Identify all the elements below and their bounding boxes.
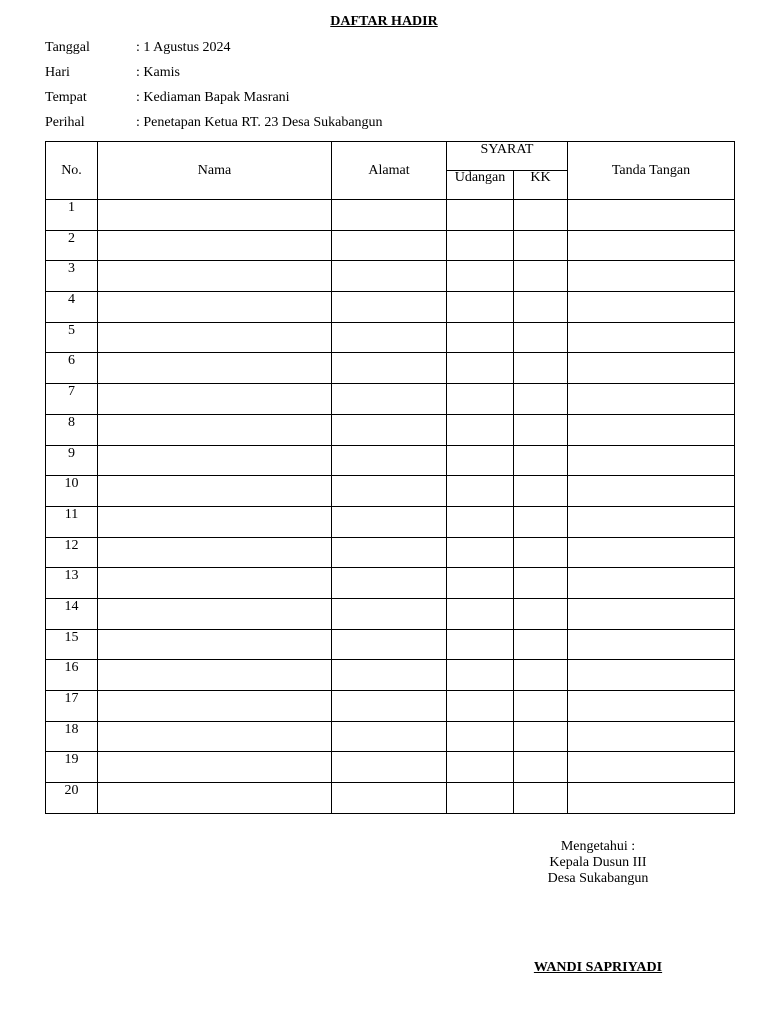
header-alamat: Alamat (332, 142, 447, 200)
cell-tanda-tangan (568, 445, 735, 476)
row-number: 7 (46, 384, 98, 415)
cell-alamat (332, 230, 447, 261)
cell-tanda-tangan (568, 322, 735, 353)
row-number: 11 (46, 506, 98, 537)
cell-udangan (447, 598, 514, 629)
cell-kk (514, 261, 568, 292)
cell-alamat (332, 598, 447, 629)
cell-tanda-tangan (568, 660, 735, 691)
table-row (46, 598, 735, 629)
cell-udangan (447, 660, 514, 691)
cell-kk (514, 230, 568, 261)
cell-nama (98, 568, 332, 599)
cell-kk (514, 660, 568, 691)
cell-nama (98, 783, 332, 814)
cell-nama (98, 200, 332, 231)
cell-tanda-tangan (568, 353, 735, 384)
cell-nama (98, 537, 332, 568)
row-number: 9 (46, 445, 98, 476)
cell-nama (98, 752, 332, 783)
cell-udangan (447, 322, 514, 353)
row-number: 20 (46, 783, 98, 814)
cell-nama (98, 384, 332, 415)
cell-alamat (332, 384, 447, 415)
cell-udangan (447, 353, 514, 384)
table-row (46, 353, 735, 384)
header-syarat: SYARAT (447, 142, 568, 171)
cell-alamat (332, 506, 447, 537)
acknowledgement-label: Mengetahui : (560, 839, 636, 854)
cell-kk (514, 476, 568, 507)
cell-alamat (332, 568, 447, 599)
meta-label: Hari (45, 65, 70, 80)
cell-kk (514, 568, 568, 599)
cell-kk (514, 783, 568, 814)
cell-udangan (447, 537, 514, 568)
row-number: 15 (46, 629, 98, 660)
table-row (46, 261, 735, 292)
row-number: 17 (46, 691, 98, 722)
cell-udangan (447, 629, 514, 660)
cell-alamat (332, 200, 447, 231)
cell-nama (98, 230, 332, 261)
header-nama: Nama (98, 142, 332, 200)
table-row (46, 783, 735, 814)
table-row (46, 537, 735, 568)
cell-tanda-tangan (568, 568, 735, 599)
header-no: No. (46, 142, 98, 200)
cell-udangan (447, 384, 514, 415)
cell-tanda-tangan (568, 261, 735, 292)
cell-udangan (447, 691, 514, 722)
table-row (46, 660, 735, 691)
cell-nama (98, 476, 332, 507)
cell-udangan (447, 230, 514, 261)
cell-kk (514, 537, 568, 568)
cell-nama (98, 292, 332, 323)
cell-kk (514, 506, 568, 537)
cell-tanda-tangan (568, 598, 735, 629)
table-row (46, 200, 735, 231)
cell-nama (98, 721, 332, 752)
table-row (46, 691, 735, 722)
cell-alamat (332, 292, 447, 323)
cell-udangan (447, 783, 514, 814)
cell-nama (98, 445, 332, 476)
cell-alamat (332, 783, 447, 814)
meta-value: : Kamis (136, 65, 180, 80)
cell-tanda-tangan (568, 691, 735, 722)
cell-nama (98, 691, 332, 722)
table-row (46, 414, 735, 445)
cell-tanda-tangan (568, 292, 735, 323)
cell-kk (514, 200, 568, 231)
cell-udangan (447, 414, 514, 445)
cell-udangan (447, 445, 514, 476)
cell-alamat (332, 752, 447, 783)
row-number: 18 (46, 721, 98, 752)
row-number: 1 (46, 200, 98, 231)
row-number: 4 (46, 292, 98, 323)
table-row (46, 292, 735, 323)
table-row (46, 629, 735, 660)
cell-alamat (332, 721, 447, 752)
signer-name: WANDI SAPRIYADI (533, 960, 663, 975)
cell-udangan (447, 200, 514, 231)
row-number: 3 (46, 261, 98, 292)
meta-value: : 1 Agustus 2024 (136, 40, 231, 55)
cell-nama (98, 660, 332, 691)
table-row (46, 445, 735, 476)
meta-value: : Kediaman Bapak Masrani (136, 90, 290, 105)
attendance-rows (46, 200, 735, 814)
header-udangan: Udangan (447, 171, 514, 200)
row-number: 10 (46, 476, 98, 507)
table-row (46, 721, 735, 752)
cell-alamat (332, 261, 447, 292)
cell-nama (98, 322, 332, 353)
cell-kk (514, 322, 568, 353)
cell-tanda-tangan (568, 629, 735, 660)
cell-kk (514, 445, 568, 476)
cell-tanda-tangan (568, 783, 735, 814)
cell-kk (514, 414, 568, 445)
cell-tanda-tangan (568, 230, 735, 261)
cell-nama (98, 261, 332, 292)
cell-kk (514, 292, 568, 323)
cell-tanda-tangan (568, 537, 735, 568)
meta-label: Tanggal (45, 40, 90, 55)
row-number: 12 (46, 537, 98, 568)
table-row (46, 230, 735, 261)
cell-udangan (447, 752, 514, 783)
meta-label: Tempat (45, 90, 87, 105)
acknowledgement-block (498, 839, 698, 887)
cell-tanda-tangan (568, 384, 735, 415)
cell-kk (514, 598, 568, 629)
attendance-table (45, 141, 735, 814)
table-row (46, 476, 735, 507)
document-title: DAFTAR HADIR (330, 14, 438, 29)
cell-tanda-tangan (568, 414, 735, 445)
cell-alamat (332, 445, 447, 476)
cell-kk (514, 353, 568, 384)
cell-alamat (332, 629, 447, 660)
row-number: 5 (46, 322, 98, 353)
table-row (46, 506, 735, 537)
row-number: 19 (46, 752, 98, 783)
cell-nama (98, 414, 332, 445)
cell-nama (98, 598, 332, 629)
cell-tanda-tangan (568, 506, 735, 537)
cell-udangan (447, 261, 514, 292)
cell-tanda-tangan (568, 476, 735, 507)
cell-alamat (332, 660, 447, 691)
row-number: 16 (46, 660, 98, 691)
header-tanda-tangan: Tanda Tangan (568, 142, 735, 200)
row-number: 14 (46, 598, 98, 629)
cell-kk (514, 629, 568, 660)
cell-alamat (332, 691, 447, 722)
table-row (46, 322, 735, 353)
cell-udangan (447, 721, 514, 752)
cell-alamat (332, 322, 447, 353)
header-kk: KK (514, 171, 568, 200)
cell-alamat (332, 537, 447, 568)
cell-nama (98, 506, 332, 537)
cell-nama (98, 353, 332, 384)
cell-udangan (447, 568, 514, 599)
row-number: 13 (46, 568, 98, 599)
cell-udangan (447, 476, 514, 507)
table-row (46, 568, 735, 599)
row-number: 8 (46, 414, 98, 445)
cell-kk (514, 691, 568, 722)
cell-alamat (332, 353, 447, 384)
cell-tanda-tangan (568, 200, 735, 231)
cell-udangan (447, 292, 514, 323)
signer-village: Desa Sukabangun (547, 871, 649, 886)
cell-kk (514, 384, 568, 415)
cell-tanda-tangan (568, 752, 735, 783)
table-row (46, 384, 735, 415)
cell-kk (514, 752, 568, 783)
row-number: 2 (46, 230, 98, 261)
row-number: 6 (46, 353, 98, 384)
cell-udangan (447, 506, 514, 537)
cell-alamat (332, 414, 447, 445)
meta-label: Perihal (45, 115, 85, 130)
signer-position: Kepala Dusun III (549, 855, 647, 870)
cell-kk (514, 721, 568, 752)
meta-value: : Penetapan Ketua RT. 23 Desa Sukabangun (136, 115, 383, 130)
cell-tanda-tangan (568, 721, 735, 752)
cell-nama (98, 629, 332, 660)
table-row (46, 752, 735, 783)
cell-alamat (332, 476, 447, 507)
